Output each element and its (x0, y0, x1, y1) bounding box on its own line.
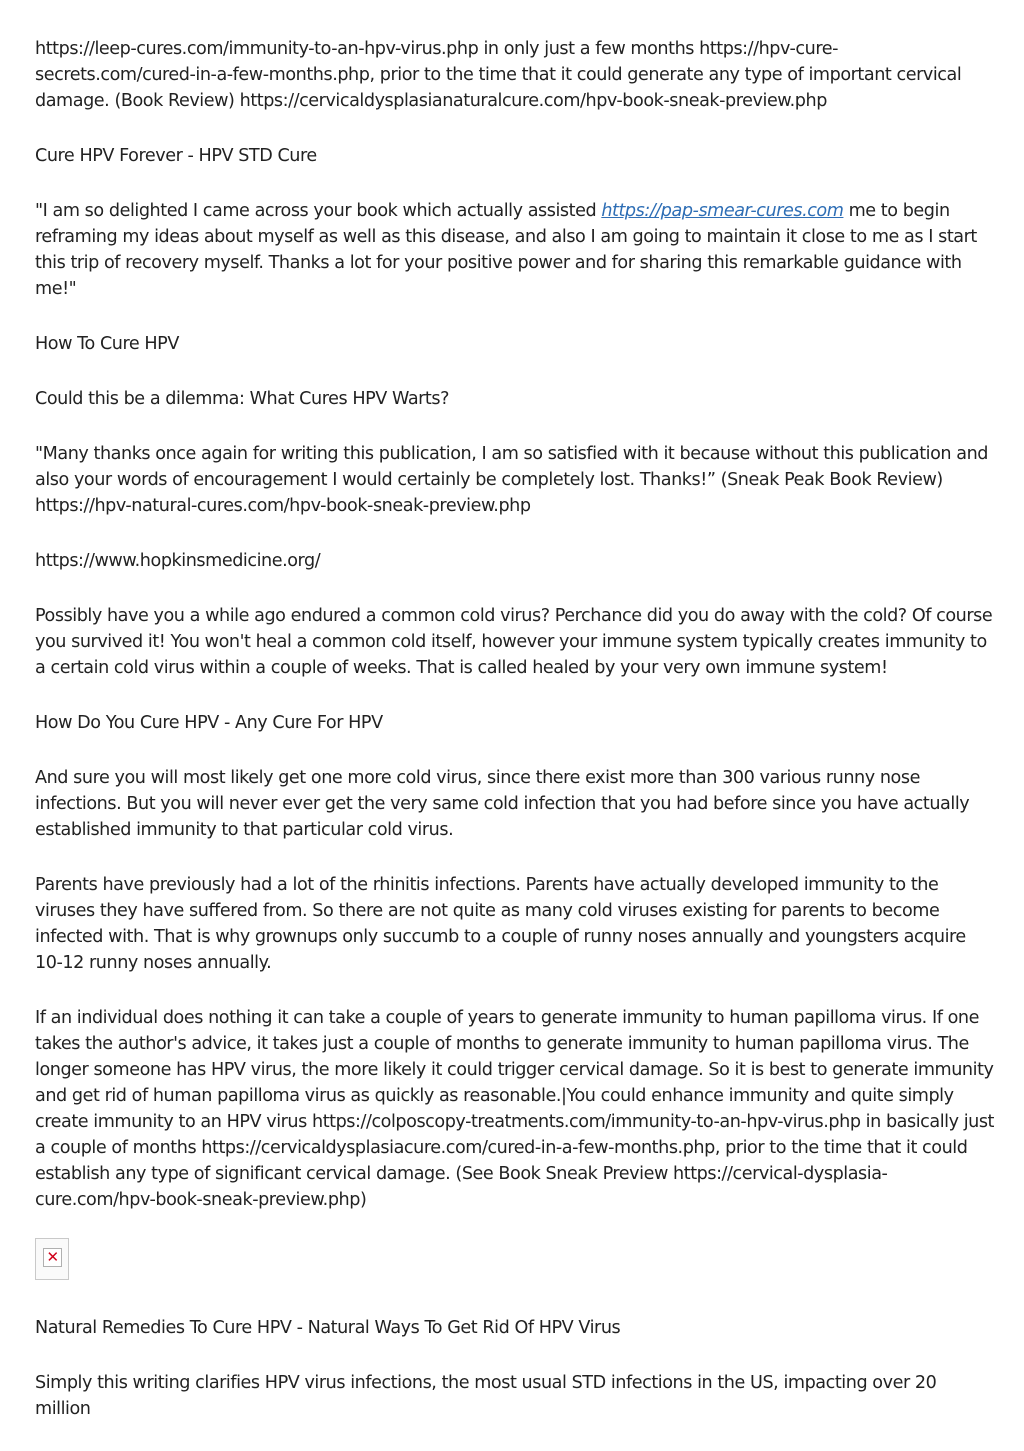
paragraph-intro: https://leep-cures.com/immunity-to-an-hpv-virus.php in only just a few months https://hpv-cure-secrets.com/cured-in-a-few-months.php, prior to the time that it could generate any type of important cervical damage. (Book Review) https://cervicaldysplasianaturalcure.com/hpv-book-sneak-preview.php (35, 39, 962, 111)
broken-image-placeholder (35, 1238, 69, 1280)
broken-image-icon: ✕ (43, 1248, 62, 1267)
paragraph-hopkins-url: https://www.hopkinsmedicine.org/ (35, 551, 321, 571)
document-body (35, 36, 995, 1451)
paragraph-testimonial-2: "Many thanks once again for writing this publication, I am so satisfied with it because without this publication and also your words of encouragement I would certainly be completely lost. Thanks!” (Sneak Peak Book Review) https://hpv-natural-cures.com/hpv-book-sneak-preview.php (35, 444, 988, 516)
testimonial-text-end: me to begin reframing my ideas about myself as well as this disease, and also I am going to maintain it close to me as I start this trip of recovery myself. Thanks a lot for your positive power and for sharing this remarkable guidance with me!" (35, 201, 977, 299)
pap-smear-cures-link[interactable]: https://pap-smear-cures.com (601, 201, 844, 221)
paragraph-common-cold: Possibly have you a while ago endured a common cold virus? Perchance did you do away with the cold? Of course you survived it! You won't heal a common cold itself, however your immune system typically creates immunity to a certain cold virus within a couple of weeks. That is called healed by your very own immune system! (35, 606, 993, 678)
heading-how-to-cure-hpv: How To Cure HPV (35, 334, 179, 354)
heading-how-do-you-cure-hpv: How Do You Cure HPV - Any Cure For HPV (35, 713, 383, 733)
paragraph-immunity-advice: If an individual does nothing it can take a couple of years to generate immunity to human papilloma virus. If one takes the author's advice, it takes just a couple of months to generate immunity to human papilloma virus. The longer someone has HPV virus, the more likely it could trigger cervical damage. So it is best to generate immunity and get rid of human papilloma virus as quickly as reasonable.|You could enhance immunity and quite simply create immunity to an HPV virus https://colposcopy-treatments.com/immunity-to-an-hpv-virus.php in basically just a couple of months https://cervicaldysplasiacure.com/cured-in-a-few-months.php, prior to the time that it could establish any type of significant cervical damage. (See Book Sneak Preview https://cervical-dysplasia-cure.com/hpv-book-sneak-preview.php) (35, 1008, 995, 1210)
testimonial-text-start: "I am so delighted I came across your book which actually assisted (35, 201, 602, 221)
paragraph-parents: Parents have previously had a lot of the rhinitis infections. Parents have actually developed immunity to the viruses they have suffered from. So there are not quite as many cold viruses existing for parents to become infected with. That is why grownups only succumb to a couple of runny noses annually and youngsters acquire 10-12 runny noses annually. (35, 875, 966, 973)
heading-cure-hpv-forever: Cure HPV Forever - HPV STD Cure (35, 146, 317, 166)
paragraph-testimonial-1 (35, 198, 995, 302)
heading-dilemma: Could this be a dilemma: What Cures HPV Warts? (35, 389, 449, 409)
paragraph-cold-virus-immunity: And sure you will most likely get one more cold virus, since there exist more than 300 various runny nose infections. But you will never ever get the very same cold infection that you had before since you have actually established immunity to that particular cold virus. (35, 768, 970, 840)
paragraph-hpv-infections: Simply this writing clarifies HPV virus infections, the most usual STD infections in the US, impacting over 20 million (35, 1373, 937, 1419)
heading-natural-remedies: Natural Remedies To Cure HPV - Natural Ways To Get Rid Of HPV Virus (35, 1318, 621, 1338)
